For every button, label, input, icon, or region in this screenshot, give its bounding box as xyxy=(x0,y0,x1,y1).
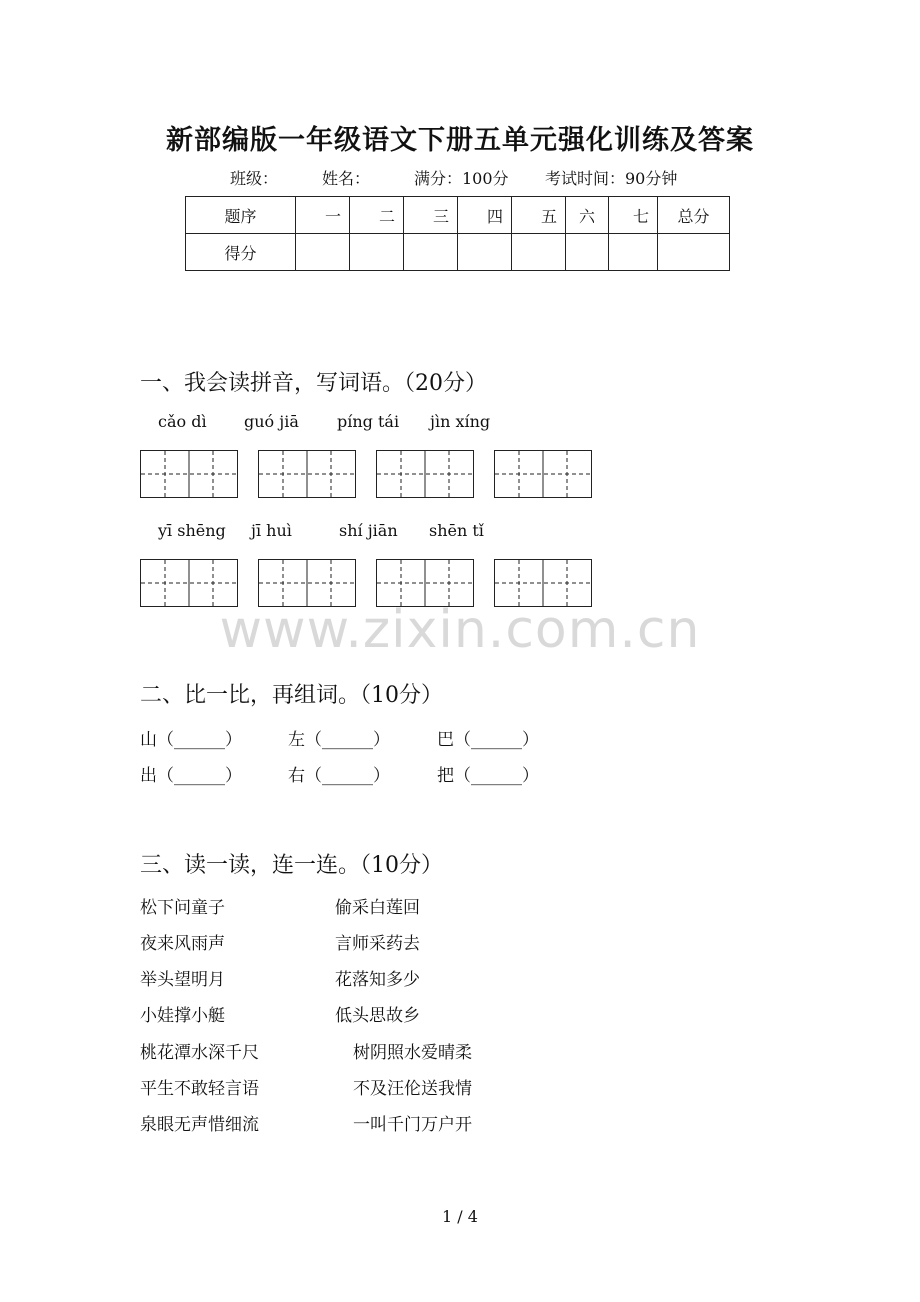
score-cell[interactable] xyxy=(350,234,404,271)
poem-right-line[interactable]: 一叫千门万户开 xyxy=(353,1115,472,1135)
poem-left-line[interactable]: 小娃撑小艇 xyxy=(140,1006,225,1026)
section2-heading: 二、比一比，再组词。（10分） xyxy=(140,683,443,708)
poem-right-line[interactable]: 言师采药去 xyxy=(335,934,420,954)
writing-grid[interactable] xyxy=(258,450,356,498)
writing-grid[interactable] xyxy=(494,450,592,498)
score-cell[interactable] xyxy=(566,234,609,271)
compare-item: 山（______） xyxy=(140,730,242,750)
poem-left-line[interactable]: 夜来风雨声 xyxy=(140,934,225,954)
score-table-header-row xyxy=(186,197,730,234)
grid-guides xyxy=(259,451,355,497)
poem-right-line[interactable]: 不及汪伦送我情 xyxy=(353,1079,472,1099)
compare-item: 巴（______） xyxy=(437,730,539,750)
compare-item: 把（______） xyxy=(437,766,539,786)
poem-left-line[interactable]: 举头望明月 xyxy=(140,970,225,990)
poem-left-line[interactable]: 泉眼无声惜细流 xyxy=(140,1115,259,1135)
score-cell[interactable] xyxy=(458,234,512,271)
page-number: 1 / 4 xyxy=(442,1207,478,1226)
header-cell: 总分 xyxy=(658,197,730,234)
compare-item: 左（______） xyxy=(288,730,390,750)
document-title: 新部编版一年级语文下册五单元强化训练及答案 xyxy=(166,125,754,156)
writing-grid[interactable] xyxy=(140,450,238,498)
name-label: 姓名： xyxy=(322,169,371,188)
header-cell: 六 xyxy=(566,197,609,234)
header-cell: 题序 xyxy=(186,197,296,234)
pinyin-label: shēn tǐ xyxy=(429,521,484,540)
section3-heading: 三、读一读，连一连。（10分） xyxy=(140,853,443,878)
header-cell: 三 xyxy=(404,197,458,234)
header-cell: 二 xyxy=(350,197,404,234)
score-cell[interactable] xyxy=(404,234,458,271)
watermark: www.zixin.com.cn xyxy=(219,600,701,660)
score-cell[interactable] xyxy=(512,234,566,271)
score-cell[interactable] xyxy=(296,234,350,271)
poem-left-line[interactable]: 桃花潭水深千尺 xyxy=(140,1043,259,1063)
poem-right-line[interactable]: 树阴照水爱晴柔 xyxy=(353,1043,472,1063)
header-cell: 一 xyxy=(296,197,350,234)
compare-item: 右（______） xyxy=(288,766,390,786)
poem-right-line[interactable]: 低头思故乡 xyxy=(335,1006,420,1026)
exam-time-label: 考试时间：90分钟 xyxy=(545,169,678,188)
score-cell[interactable] xyxy=(609,234,658,271)
pinyin-label: cǎo dì xyxy=(158,412,207,431)
grid-guides xyxy=(377,451,473,497)
header-cell: 五 xyxy=(512,197,566,234)
pinyin-label: yī shēng xyxy=(158,521,226,540)
poem-right-line[interactable]: 偷采白莲回 xyxy=(335,898,420,918)
writing-grid[interactable] xyxy=(376,450,474,498)
score-table xyxy=(185,196,730,271)
score-table-score-row xyxy=(186,234,730,271)
grid-guides xyxy=(495,451,591,497)
class-label: 班级： xyxy=(230,169,279,188)
poem-left-line[interactable]: 松下问童子 xyxy=(140,898,225,918)
header-cell: 七 xyxy=(609,197,658,234)
poem-left-line[interactable]: 平生不敢轻言语 xyxy=(140,1079,259,1099)
header-cell: 四 xyxy=(458,197,512,234)
pinyin-label: píng tái xyxy=(337,412,400,431)
pinyin-label: jī huì xyxy=(251,521,292,540)
pinyin-label: guó jiā xyxy=(244,412,299,431)
section1-heading: 一、我会读拼音，写词语。（20分） xyxy=(140,371,487,396)
pinyin-label: jìn xíng xyxy=(430,412,491,431)
row-label-cell: 得分 xyxy=(186,234,296,271)
compare-item: 出（______） xyxy=(140,766,242,786)
full-score-label: 满分：100分 xyxy=(414,169,509,188)
pinyin-label: shí jiān xyxy=(339,521,398,540)
poem-right-line[interactable]: 花落知多少 xyxy=(335,970,420,990)
grid-guides xyxy=(141,451,237,497)
score-cell[interactable] xyxy=(658,234,730,271)
